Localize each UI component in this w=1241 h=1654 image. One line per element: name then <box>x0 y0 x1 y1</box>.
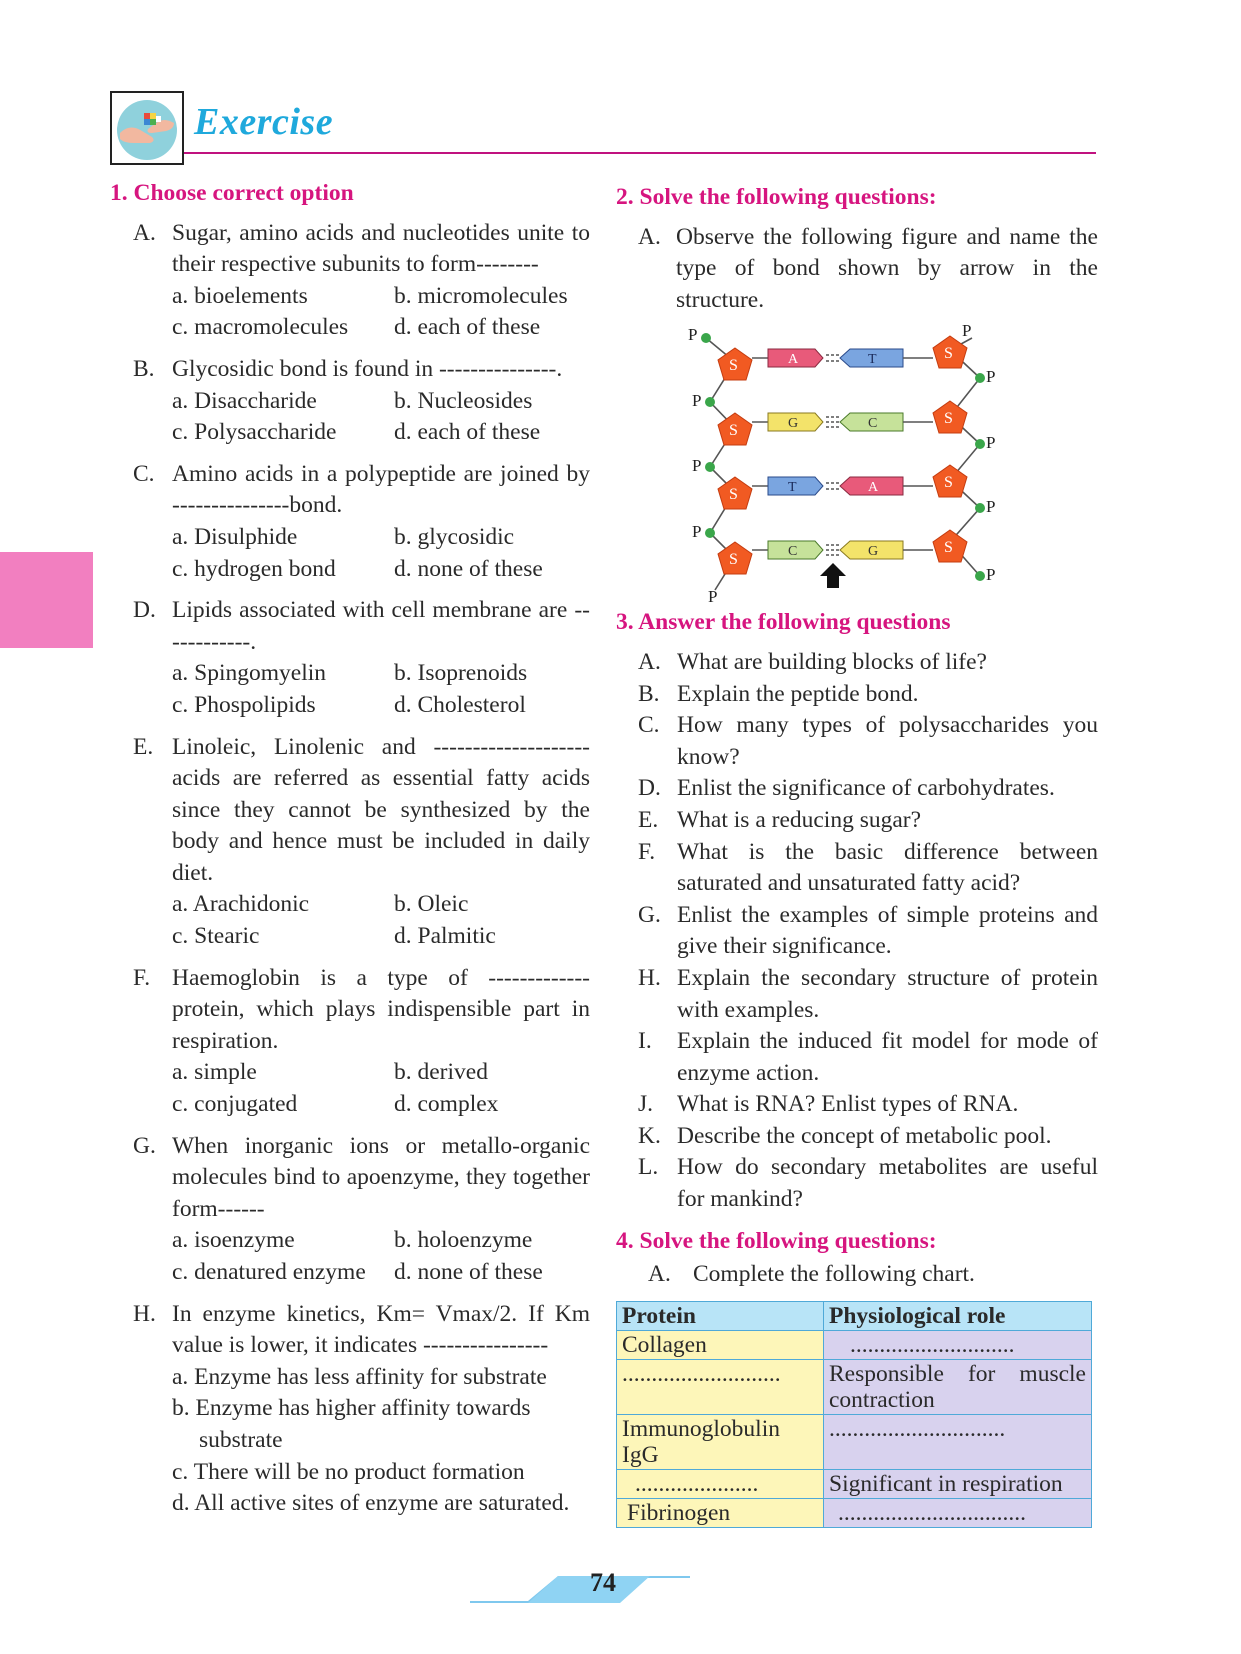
phosphate-label: P <box>962 321 972 341</box>
question-text: Glycosidic bond is found in ---------------. <box>172 355 563 382</box>
base-label: C <box>868 416 878 432</box>
mcq-question <box>110 1299 590 1520</box>
dna-structure-diagram <box>680 320 1000 605</box>
question-letter: L. <box>638 1154 659 1181</box>
question-letter: D. <box>638 775 661 802</box>
question-text: When inorganic ions or metallo-organic molecules bind to apoenzyme, they together form------ <box>172 1132 590 1222</box>
option: b. derived <box>394 1059 488 1086</box>
table-row <box>617 1469 1092 1498</box>
option: d. complex <box>394 1091 499 1118</box>
option: a. Disulphide <box>172 523 298 550</box>
question-text: Haemoglobin is a type of ------------- protein, which plays indispensible part in respiration. <box>172 964 590 1054</box>
phosphate-label: P <box>986 367 996 387</box>
phosphate-label: P <box>692 522 702 542</box>
chart-question <box>616 1259 1098 1291</box>
sugar-label: S <box>944 345 953 363</box>
question-text: Explain the peptide bond. <box>677 680 919 707</box>
table-cell: Fibrinogen <box>617 1498 824 1527</box>
page-number: 74 <box>590 1568 616 1597</box>
mcq-question <box>110 354 590 449</box>
side-tab-marker <box>0 552 93 648</box>
mcq-question <box>110 218 590 344</box>
option: d. Cholesterol <box>394 691 526 718</box>
option: a. simple <box>172 1059 257 1086</box>
option: d. none of these <box>394 555 543 582</box>
option: b. Enzyme has higher affinity towards <box>172 1395 531 1422</box>
option: a. Disaccharide <box>172 387 317 414</box>
option: b. holoenzyme <box>394 1227 533 1254</box>
options-grid <box>172 658 590 721</box>
question-letter: G. <box>133 1132 156 1159</box>
question-text: What is the basic difference between saturated and unsaturated fatty acid? <box>677 838 1098 897</box>
table-cell: ............................ <box>824 1330 1092 1359</box>
base-label: C <box>788 544 798 560</box>
base-label: T <box>788 480 797 496</box>
table-header: Physiological role <box>824 1301 1092 1330</box>
list-item <box>616 1089 1098 1121</box>
option: a. isoenzyme <box>172 1227 295 1254</box>
options-grid <box>172 889 590 952</box>
option: c. hydrogen bond <box>172 555 336 582</box>
question-text: Amino acids in a polypeptide are joined by ---------------bond. <box>172 460 590 519</box>
list-item <box>616 900 1098 963</box>
question-text: Explain the secondary structure of protein with examples. <box>677 964 1098 1023</box>
options-grid <box>172 1225 590 1288</box>
option: d. Palmitic <box>394 923 496 950</box>
option: a. Spingomyelin <box>172 660 327 687</box>
question-letter: H. <box>133 1300 156 1327</box>
mcq-question <box>110 963 590 1121</box>
table-cell: Significant in respiration <box>824 1469 1092 1498</box>
base-label: G <box>788 416 799 432</box>
question-letter: K. <box>638 1122 661 1149</box>
question-text: Linoleic, Linolenic and -------------------- acids are referred as essential fatty acids since they cannot be synthesized by the body and hence must be included in daily diet. <box>172 733 590 886</box>
question-letter: A. <box>133 219 156 246</box>
table-cell: Responsible for muscle contraction <box>824 1359 1092 1414</box>
option: d. each of these <box>394 419 541 446</box>
section4-heading: 4. Solve the following questions: <box>616 1227 937 1254</box>
option: a. Arachidonic <box>172 891 310 918</box>
sugar-label: S <box>729 422 738 440</box>
option: c. Phospolipids <box>172 691 316 718</box>
table-cell: Immunoglobulin IgG <box>617 1414 824 1469</box>
list-item <box>616 647 1098 679</box>
table-row <box>617 1330 1092 1359</box>
option: c. conjugated <box>172 1091 298 1118</box>
list-item <box>616 805 1098 837</box>
base-label: A <box>868 480 879 496</box>
answer-questions-list <box>616 647 1098 1216</box>
table-row <box>617 1414 1092 1469</box>
question-text: How do secondary metabolites are useful for mankind? <box>677 1154 1098 1213</box>
list-item <box>616 710 1098 773</box>
option: c. denatured enzyme <box>172 1259 366 1285</box>
sugar-label: S <box>729 551 738 569</box>
phosphate-label: P <box>688 325 698 345</box>
question-text: What is a reducing sugar? <box>677 806 922 833</box>
table-cell: ..................... <box>617 1469 824 1498</box>
header-divider <box>184 152 1096 154</box>
question-text: How many types of polysaccharides you know? <box>677 712 1098 770</box>
left-column <box>110 178 590 1530</box>
options-grid <box>172 1057 590 1120</box>
option: b. Oleic <box>394 891 469 918</box>
question-letter: F. <box>638 838 656 865</box>
question-text: Enlist the significance of carbohydrates. <box>677 775 1055 802</box>
right-column <box>616 182 1098 1528</box>
options-grid <box>172 281 590 344</box>
table-row <box>617 1498 1092 1527</box>
option: d. none of these <box>394 1259 543 1285</box>
question-letter: H. <box>638 964 661 991</box>
option: a. Enzyme has less affinity for substrate <box>172 1363 547 1390</box>
question-letter: E. <box>638 806 659 833</box>
list-item <box>616 837 1098 900</box>
protein-role-table <box>616 1301 1092 1528</box>
mcq-question <box>110 459 590 585</box>
base-label: G <box>868 544 879 560</box>
question-text: Lipids associated with cell membrane are ------------. <box>172 597 590 655</box>
mcq-question <box>110 732 590 953</box>
page-title: Exercise <box>194 101 334 143</box>
sugar-label: S <box>944 539 953 557</box>
mcq-question <box>110 595 590 721</box>
options-grid <box>172 522 590 585</box>
phosphate-label: P <box>986 497 996 517</box>
dna-figure <box>680 320 1000 605</box>
question-text: In enzyme kinetics, Km= Vmax/2. If Km value is lower, it indicates ---------------- <box>172 1300 590 1359</box>
table-cell: .............................. <box>824 1414 1092 1469</box>
question-text: Explain the induced fit model for mode of enzyme action. <box>677 1028 1098 1086</box>
option: b. Isoprenoids <box>394 660 528 687</box>
question-letter: J. <box>638 1091 654 1118</box>
sugar-label: S <box>944 474 953 492</box>
phosphate-label: P <box>708 587 718 606</box>
question-letter: A. <box>638 648 661 675</box>
option: b. glycosidic <box>394 523 515 550</box>
section2-heading: 2. Solve the following questions: <box>616 184 937 210</box>
question-letter: A. <box>638 223 661 250</box>
table-header: Protein <box>617 1301 824 1330</box>
mcq-question <box>110 1131 590 1289</box>
list-item <box>616 773 1098 805</box>
option: c. macromolecules <box>172 314 349 341</box>
question-letter: B. <box>638 680 660 707</box>
list-item <box>616 1152 1098 1215</box>
question-letter: B. <box>133 355 155 382</box>
question-letter: G. <box>638 901 661 928</box>
list-item <box>616 1121 1098 1153</box>
option: c. Polysaccharide <box>172 419 337 446</box>
question-letter: C. <box>638 712 660 739</box>
question-letter: E. <box>133 733 154 760</box>
option: c. Stearic <box>172 923 260 950</box>
question-text: Enlist the examples of simple proteins and give their significance. <box>677 901 1098 960</box>
question-letter: D. <box>133 597 156 624</box>
section3-heading: 3. Answer the following questions <box>616 609 951 636</box>
question-text: Describe the concept of metabolic pool. <box>677 1122 1052 1149</box>
question-text: Sugar, amino acids and nucleotides unite to their respective subunits to form-------- <box>172 219 590 278</box>
question-letter: A. <box>648 1261 671 1288</box>
option: a. bioelements <box>172 282 308 309</box>
question-text: Complete the following chart. <box>693 1261 975 1288</box>
option: d. each of these <box>394 314 541 341</box>
question-text: Observe the following figure and name the type of bond shown by arrow in the structure. <box>676 223 1098 313</box>
table-cell: ................................ <box>824 1498 1092 1527</box>
list-item <box>616 963 1098 1026</box>
option: b. Nucleosides <box>394 387 533 414</box>
list-item <box>616 1026 1098 1089</box>
exercise-logo-icon <box>110 91 184 165</box>
option: c. There will be no product formation <box>172 1458 525 1485</box>
base-label: A <box>788 352 799 368</box>
option: d. All active sites of enzyme are saturated. <box>172 1490 570 1517</box>
question-letter: C. <box>133 460 155 487</box>
figure-question <box>616 222 1098 317</box>
option: substrate <box>199 1426 283 1453</box>
phosphate-label: P <box>986 565 996 585</box>
question-text: What are building blocks of life? <box>677 648 987 675</box>
table-cell: Collagen <box>617 1330 824 1359</box>
sugar-label: S <box>729 486 738 504</box>
question-text: What is RNA? Enlist types of RNA. <box>677 1091 1019 1118</box>
table-cell: ........................... <box>617 1359 824 1414</box>
section1-heading: 1. Choose correct option <box>110 180 354 206</box>
question-letter: F. <box>133 964 151 991</box>
base-label: T <box>868 352 877 368</box>
phosphate-label: P <box>692 391 702 411</box>
table-header-row <box>617 1301 1092 1330</box>
option: b. micromolecules <box>394 282 568 309</box>
options-grid <box>172 386 590 449</box>
sugar-label: S <box>729 357 738 375</box>
list-item <box>616 679 1098 711</box>
options-grid <box>172 1362 590 1520</box>
question-letter: I. <box>638 1028 652 1055</box>
sugar-label: S <box>944 410 953 428</box>
arrow-up-icon <box>820 563 846 588</box>
phosphate-label: P <box>986 433 996 453</box>
table-row <box>617 1359 1092 1414</box>
phosphate-label: P <box>692 456 702 476</box>
